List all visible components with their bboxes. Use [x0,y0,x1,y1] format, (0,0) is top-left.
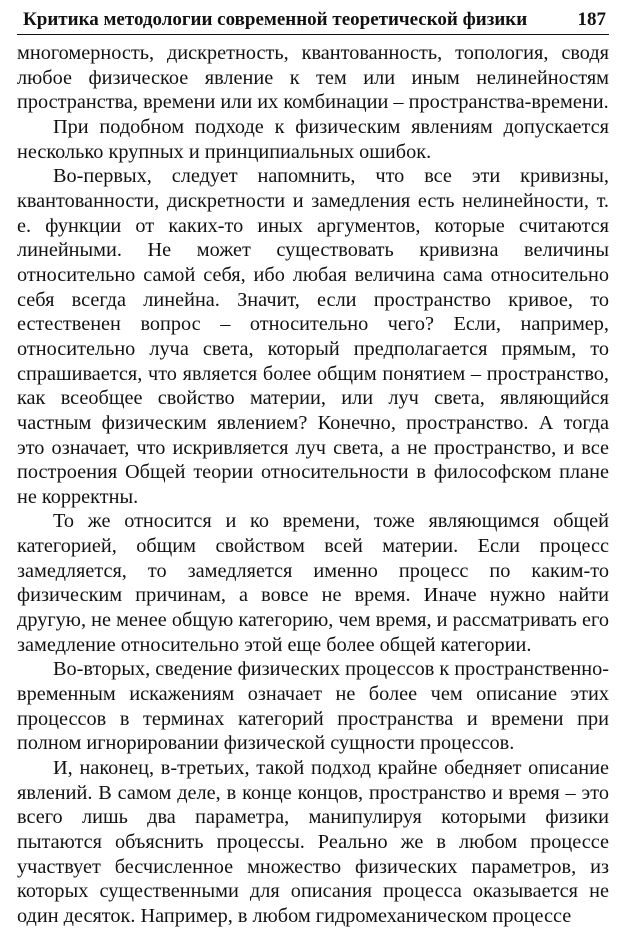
paragraph: При подобном подходе к физическим явлениям допускается несколько крупных и принципиальных ошибок. [17,115,609,163]
paragraph: Во-первых, следует напомнить, что все эти кривизны, квантованности, дискретности и замедления есть нелинейности, т. е. функции от каких-то иных аргументов, которые считаются линейными. Не может существовать кривизна величины относительно самой себя, ибо любая величина сама относительно себя всегда линейна. Значит, если пространство кривое, то естественен вопрос – относительно чего? Если, например, относительно луча света, который предполагается прямым, то спрашивается, что является более общим понятием – пространство, как всеобщее свойство материи, или луч света, являющийся частным физическим явлением? Конечно, пространство. А тогда это означает, что искривляется луч света, а не пространство, и все построения Общей теории относительности в философском плане не корректны. [17,165,609,508]
paragraph: Во-вторых, сведение физических процессов к пространственно-временным искажениям означает не более чем описание этих процессов в терминах категорий пространства и времени при полном игнорировании физической сущности процессов. [17,658,609,755]
paragraph: То же относится и ко времени, тоже являющимся общей категорией, общим свойством всей материи. Если процесс замедляется, то замедляется именно процесс по каким-то физическим причинам, а вовсе не время. Иначе нужно найти другую, не менее общую категорию, чем время, и рассматривать его замедление относительно этой еще более общей категории. [17,510,609,656]
page-number: 187 [577,9,606,30]
paragraph: И, наконец, в-третьих, такой подход крайне обедняет описание явлений. В самом деле, в конце концов, пространство и время – это всего лишь два параметра, манипулируя которыми физики пытаются объяснить процессы. Реально же в любом процессе участвует бесчисленное множество физических параметров, из которых существенными для описания процесса оказывается не один десяток. Например, в любом гидромеханическом процессе [17,757,609,927]
running-title: Критика методологии современной теоретической физики [23,9,528,30]
body-text [17,41,609,929]
running-header [17,8,609,35]
paragraph-continuation: многомерность, дискретность, квантованность, топология, сводя любое физическое явление к тем или иным нелинейностям пространства, времени или их комбинации – пространства-времени. [17,42,609,114]
book-page [17,8,609,929]
